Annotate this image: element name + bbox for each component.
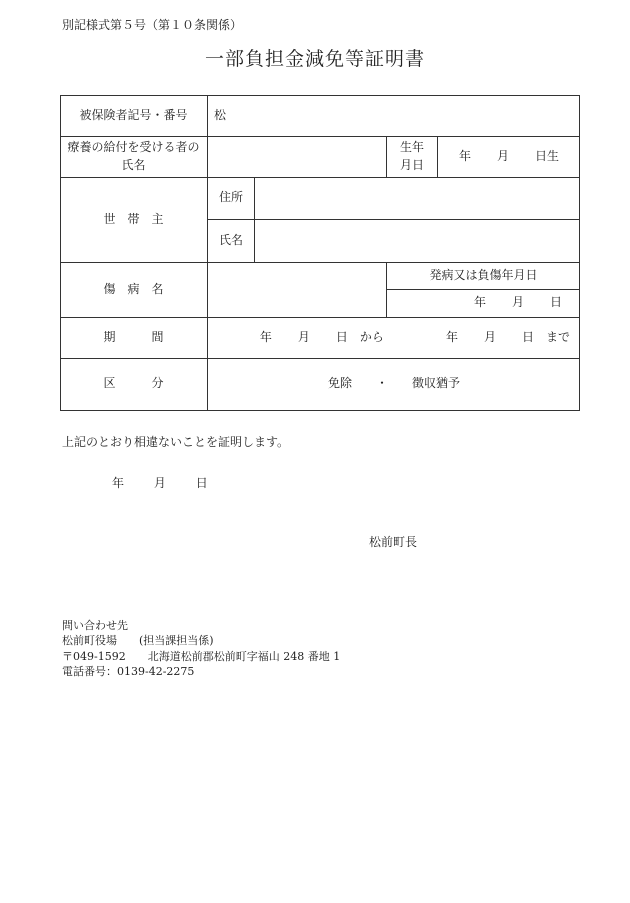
period-from-year-marker: 年 [259, 329, 272, 344]
contact-address: 〒049-1592 北海道松前郡松前町字福山 248 番地 1 [62, 650, 341, 663]
period-field[interactable] [208, 317, 580, 358]
birth-date-label-line2: 月日 [399, 157, 424, 172]
householder-address-label: 住所 [218, 190, 243, 205]
householder-name-field[interactable] [255, 219, 580, 262]
householder-label: 世 帯 主 [103, 211, 164, 226]
period-from-marker: から [359, 329, 384, 344]
table-border-bottom [60, 410, 580, 411]
period-label: 期 間 [103, 329, 164, 344]
disease-name-label: 傷 病 名 [103, 281, 164, 296]
period-to-day-marker: 日 [521, 329, 534, 344]
birth-date-field[interactable] [438, 136, 580, 177]
birth-date-label [387, 136, 437, 177]
householder-name-label: 氏名 [218, 232, 243, 247]
insured-number-label: 被保険者記号・番号 [79, 107, 188, 122]
period-from-month-marker: 月 [297, 329, 310, 344]
recipient-name-label [60, 136, 207, 177]
category-options[interactable]: 免除 ・ 徴収猶予 [327, 376, 460, 391]
recipient-name-label-line1: 療養の給付を受ける者の [67, 140, 200, 155]
onset-date-label: 発病又は負傷年月日 [429, 267, 538, 282]
insured-number-field[interactable]: 松 [214, 107, 227, 122]
onset-date-field[interactable] [387, 289, 580, 317]
recipient-name-label-line2: 氏名 [121, 157, 146, 172]
certification-statement: 上記のとおり相違ないことを証明します。 [62, 435, 290, 449]
period-to-month-marker: 月 [483, 329, 496, 344]
disease-name-field[interactable] [208, 262, 386, 317]
certificate-form-table [60, 95, 580, 410]
issuer-name: 松前町長 [369, 535, 418, 549]
period-to-marker: まで [545, 329, 570, 344]
form-label: 別記様式第５号（第１０条関係） [62, 18, 243, 32]
birth-year-marker: 年 [458, 148, 471, 163]
birth-date-label-line1: 生年 [399, 140, 424, 155]
period-to-year-marker: 年 [445, 329, 458, 344]
category-label: 区 分 [103, 376, 164, 391]
onset-year-marker: 年 [473, 295, 486, 310]
contact-office: 松前町役場 (担当課担当係) [62, 634, 214, 647]
issue-year-marker: 年 [112, 476, 125, 490]
onset-day-marker: 日 [549, 295, 562, 310]
period-from-day-marker: 日 [335, 329, 348, 344]
contact-phone: 電話番号：0139-42-2275 [62, 665, 195, 678]
householder-address-field[interactable] [255, 177, 580, 219]
contact-heading: 問い合わせ先 [62, 619, 128, 632]
birth-month-marker: 月 [496, 148, 509, 163]
document-title: 一部負担金減免等証明書 [204, 48, 425, 70]
recipient-name-field[interactable] [208, 136, 386, 177]
onset-month-marker: 月 [511, 295, 524, 310]
birth-day-marker: 日生 [535, 148, 560, 163]
issue-month-marker: 月 [153, 476, 166, 490]
issue-day-marker: 日 [195, 476, 208, 490]
issue-date[interactable] [112, 474, 208, 491]
